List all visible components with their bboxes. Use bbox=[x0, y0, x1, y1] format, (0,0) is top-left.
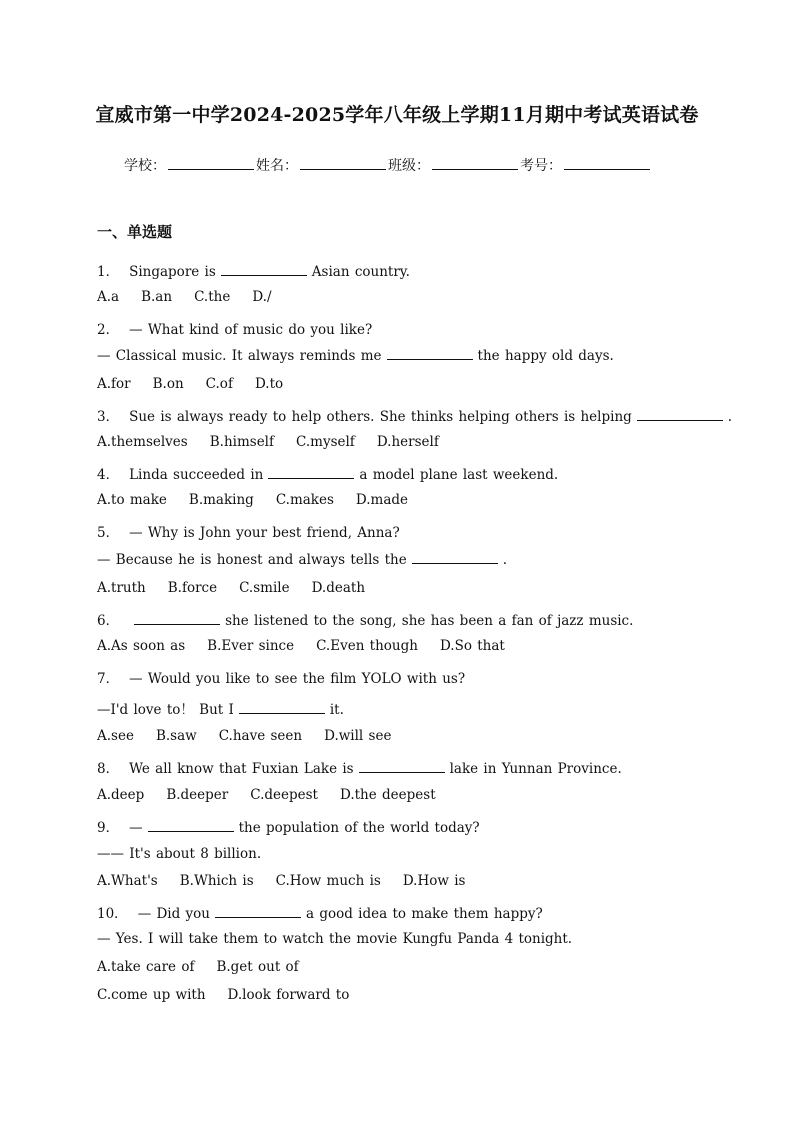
question-text: a good idea to make them happy? bbox=[306, 906, 543, 922]
question-number: 9． bbox=[97, 820, 120, 836]
question-text: Asian country. bbox=[311, 264, 410, 280]
exam-number-blank[interactable] bbox=[564, 153, 650, 170]
question-stem bbox=[97, 667, 465, 687]
question-stem bbox=[97, 816, 480, 836]
class-blank[interactable] bbox=[432, 153, 518, 170]
answer-blank[interactable] bbox=[148, 819, 234, 832]
question-text: Linda succeeded in bbox=[129, 467, 264, 483]
question-number: 7． bbox=[97, 671, 120, 687]
answer-options bbox=[97, 289, 294, 305]
answer-option[interactable]: C.the bbox=[194, 289, 231, 305]
answer-option[interactable]: B.get out of bbox=[216, 959, 299, 975]
student-info-row bbox=[124, 153, 652, 175]
question-stem bbox=[97, 757, 622, 777]
question-text: — What kind of music do you like? bbox=[129, 322, 373, 338]
answer-option[interactable]: D.So that bbox=[439, 638, 505, 654]
answer-blank[interactable] bbox=[387, 347, 473, 360]
question-text: a model plane last weekend. bbox=[359, 467, 559, 483]
question-text: — Why is John your best friend, Anna? bbox=[129, 525, 400, 541]
answer-option[interactable]: C.smile bbox=[239, 580, 290, 596]
question-text: —I'd love to！ But I bbox=[97, 702, 234, 718]
question-dialogue-line bbox=[97, 931, 572, 947]
exam-number-label: 考号： bbox=[520, 158, 562, 174]
answer-option[interactable]: A.deep bbox=[97, 787, 145, 803]
answer-options bbox=[97, 492, 430, 508]
answer-option[interactable]: B.saw bbox=[155, 728, 197, 744]
answer-options bbox=[97, 959, 321, 975]
question-text: —— It's about 8 billion. bbox=[97, 846, 262, 862]
answer-option[interactable]: D.How is bbox=[402, 873, 466, 889]
answer-option[interactable]: A.truth bbox=[97, 580, 146, 596]
answer-option[interactable]: A.As soon as bbox=[97, 638, 186, 654]
class-label: 班级： bbox=[388, 158, 430, 174]
answer-option[interactable]: D.herself bbox=[376, 434, 439, 450]
answer-option[interactable]: A.to make bbox=[97, 492, 167, 508]
answer-option[interactable]: B.Which is bbox=[179, 873, 254, 889]
answer-option[interactable]: A.a bbox=[97, 289, 120, 305]
question-stem bbox=[97, 902, 543, 922]
answer-option[interactable]: B.force bbox=[167, 580, 218, 596]
answer-option[interactable]: A.take care of bbox=[97, 959, 195, 975]
question-stem bbox=[97, 521, 400, 541]
question-dialogue-line bbox=[97, 551, 507, 568]
school-label: 学校： bbox=[124, 158, 166, 174]
answer-options bbox=[97, 376, 305, 392]
question-dialogue-line bbox=[97, 347, 614, 364]
answer-blank[interactable] bbox=[637, 408, 723, 421]
answer-option[interactable]: C.makes bbox=[275, 492, 334, 508]
question-stem bbox=[97, 609, 633, 629]
answer-option[interactable]: D.made bbox=[355, 492, 409, 508]
answer-option[interactable]: C.have seen bbox=[218, 728, 303, 744]
answer-blank[interactable] bbox=[221, 263, 307, 276]
question-text: — Because he is honest and always tells the bbox=[97, 552, 407, 568]
question-text: . bbox=[502, 552, 508, 568]
answer-option[interactable]: C.of bbox=[205, 376, 233, 392]
answer-options bbox=[97, 638, 527, 654]
answer-option[interactable]: B.deeper bbox=[166, 787, 229, 803]
school-blank[interactable] bbox=[168, 153, 254, 170]
answer-options bbox=[97, 580, 387, 596]
question-number: 6． bbox=[97, 613, 120, 629]
answer-blank[interactable] bbox=[215, 905, 301, 918]
question-text: she listened to the song, she has been a fan of jazz music. bbox=[225, 613, 634, 629]
answer-option[interactable]: D.death bbox=[311, 580, 366, 596]
answer-option[interactable]: C.myself bbox=[296, 434, 355, 450]
question-text: — Classical music. It always reminds me bbox=[97, 348, 382, 364]
answer-option[interactable]: A.themselves bbox=[97, 434, 188, 450]
answer-options bbox=[97, 873, 487, 889]
answer-option[interactable]: C.Even though bbox=[316, 638, 418, 654]
question-text: the happy old days. bbox=[477, 348, 614, 364]
question-text: — Would you like to see the film YOLO with us? bbox=[129, 671, 466, 687]
question-stem bbox=[97, 260, 410, 280]
answer-option[interactable]: B.Ever since bbox=[207, 638, 295, 654]
question-number: 4． bbox=[97, 467, 120, 483]
question-text: — Yes. I will take them to watch the movie Kungfu Panda 4 tonight. bbox=[97, 931, 573, 947]
question-dialogue-line bbox=[97, 698, 344, 718]
name-label: 姓名： bbox=[256, 158, 298, 174]
answer-option[interactable]: B.an bbox=[141, 289, 173, 305]
question-number: 3． bbox=[97, 409, 120, 425]
answer-options bbox=[97, 987, 371, 1003]
question-dialogue-line bbox=[97, 846, 261, 862]
question-text: Sue is always ready to help others. She thinks helping others is helping bbox=[129, 409, 632, 425]
question-number: 1． bbox=[97, 264, 120, 280]
answer-option[interactable]: B.himself bbox=[209, 434, 274, 450]
name-blank[interactable] bbox=[300, 153, 386, 170]
answer-option[interactable]: C.How much is bbox=[275, 873, 381, 889]
question-text: We all know that Fuxian Lake is bbox=[129, 761, 354, 777]
question-text: — Did you bbox=[137, 906, 211, 922]
question-text: . bbox=[727, 409, 733, 425]
answer-option[interactable]: A.for bbox=[97, 376, 131, 392]
question-stem bbox=[97, 405, 732, 425]
answer-blank[interactable] bbox=[359, 760, 445, 773]
question-number: 10． bbox=[97, 906, 128, 922]
question-number: 2． bbox=[97, 322, 120, 338]
answer-option[interactable]: B.on bbox=[152, 376, 184, 392]
question-text: it. bbox=[329, 702, 344, 718]
question-number: 5． bbox=[97, 525, 120, 541]
question-number: 8． bbox=[97, 761, 120, 777]
answer-option[interactable]: D.the deepest bbox=[339, 787, 436, 803]
section-title: 一、单选题 bbox=[97, 223, 173, 241]
answer-options bbox=[97, 787, 458, 803]
answer-option[interactable]: C.deepest bbox=[250, 787, 318, 803]
answer-option[interactable]: A.see bbox=[97, 728, 134, 744]
question-text: lake in Yunnan Province. bbox=[449, 761, 622, 777]
question-text: the population of the world today? bbox=[238, 820, 480, 836]
answer-option[interactable]: A.What's bbox=[97, 873, 158, 889]
page-title: 宣威市第一中学2024-2025学年八年级上学期11月期中考试英语试卷 bbox=[95, 104, 699, 126]
question-stem bbox=[97, 463, 558, 483]
question-stem bbox=[97, 318, 372, 338]
answer-blank[interactable] bbox=[134, 612, 220, 625]
question-text: Singapore is bbox=[129, 264, 216, 280]
answer-option[interactable]: D.will see bbox=[324, 728, 392, 744]
answer-option[interactable]: B.making bbox=[188, 492, 254, 508]
answer-option[interactable]: D.look forward to bbox=[227, 987, 350, 1003]
answer-options bbox=[97, 434, 461, 450]
answer-blank[interactable] bbox=[412, 551, 498, 564]
question-text: — bbox=[129, 820, 143, 836]
answer-option[interactable]: D.to bbox=[254, 376, 284, 392]
answer-blank[interactable] bbox=[239, 701, 325, 714]
answer-option[interactable]: C.come up with bbox=[97, 987, 206, 1003]
answer-options bbox=[97, 728, 413, 744]
answer-blank[interactable] bbox=[268, 466, 354, 479]
answer-option[interactable]: D./ bbox=[252, 289, 272, 305]
